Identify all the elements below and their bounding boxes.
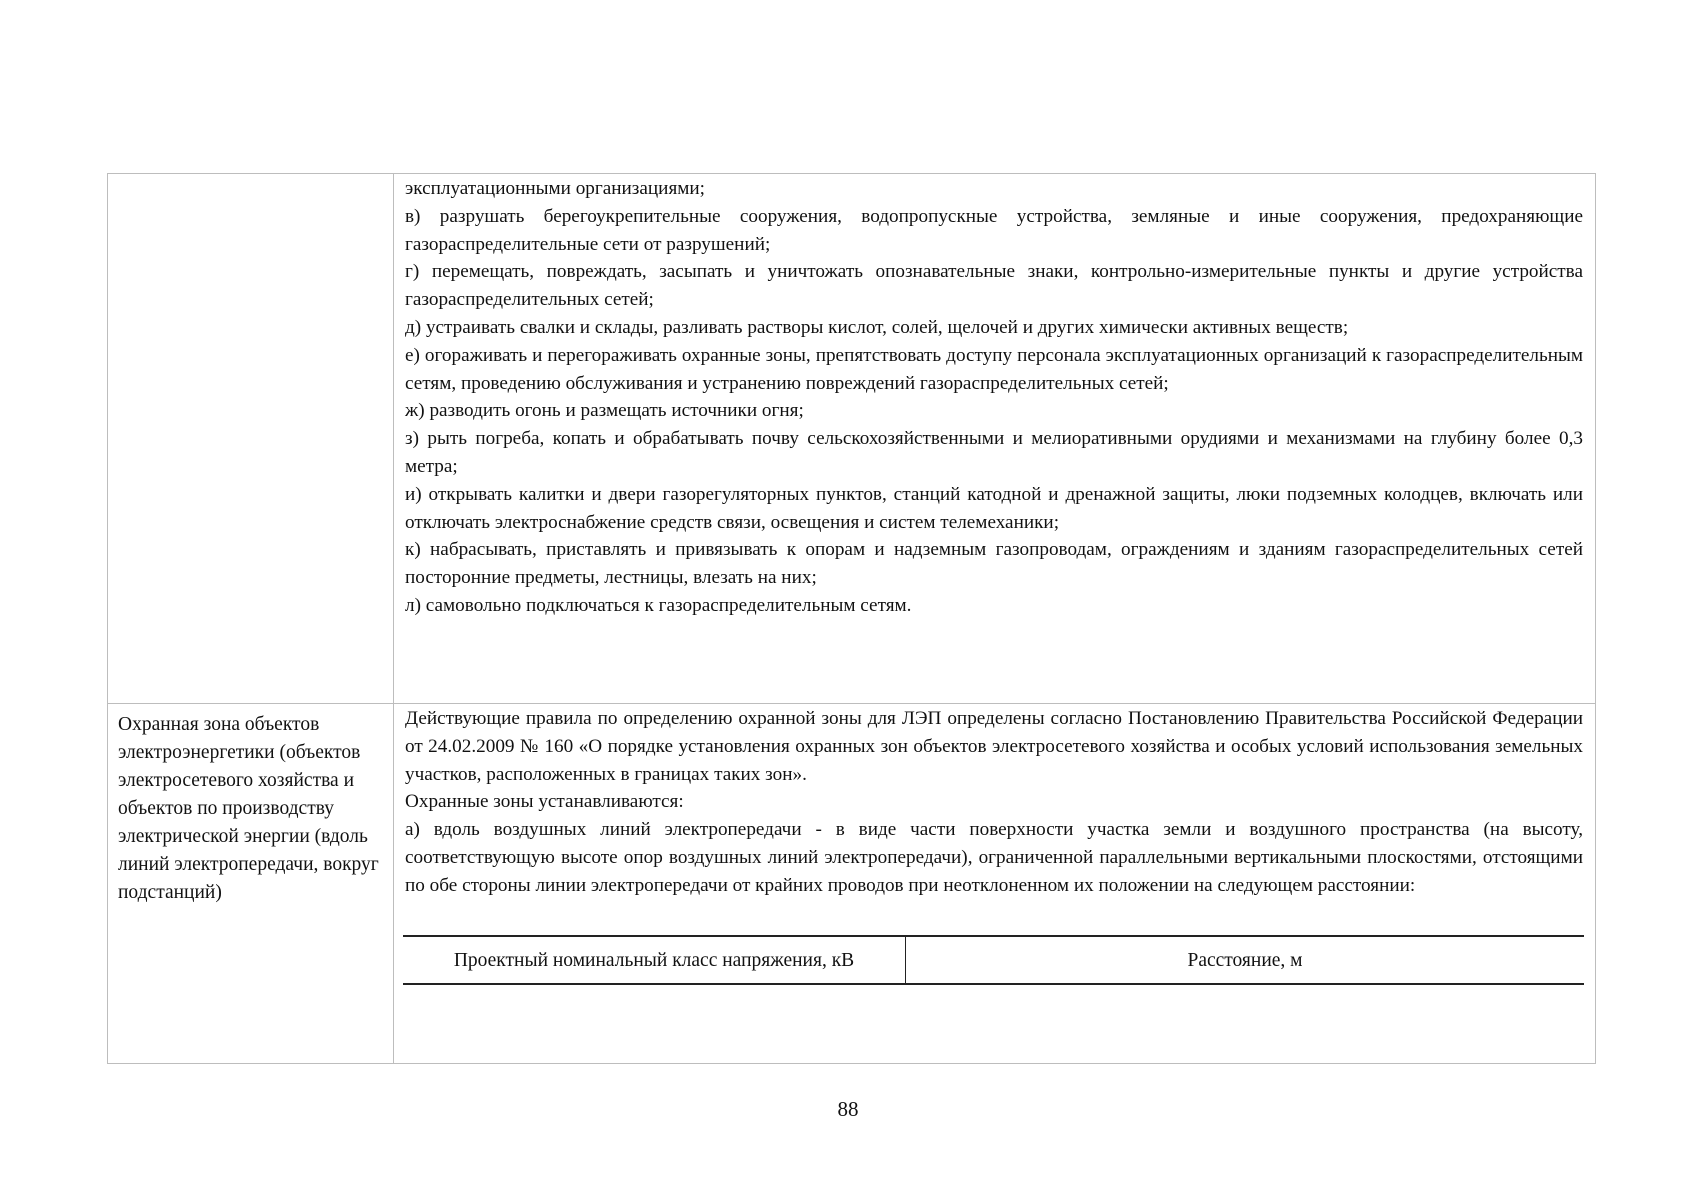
- paragraph: и) открывать калитки и двери газорегуляторных пунктов, станций катодной и дренажной защиты, люки подземных колодцев, включать или отключать электроснабжение средств связи, освещения и систем телемеханики;: [405, 483, 1583, 533]
- row1-left-cell: [108, 174, 394, 704]
- paragraph: л) самовольно подключаться к газораспределительным сетям.: [405, 594, 912, 616]
- paragraph: е) огораживать и перегораживать охранные зоны, препятствовать доступу персонала эксплуатационных организаций к газораспределительным сетям, проведению обслуживания и устранению повреждений газораспределительных сетей;: [405, 344, 1583, 394]
- distance-header: Расстояние, м: [906, 936, 1585, 984]
- distance-table-header-row: [403, 936, 1584, 984]
- paragraph: Действующие правила по определению охранной зоны для ЛЭП определены согласно Постановлению Правительства Российской Федерации от 24.02.2009 № 160 «О порядке установления охранных зон объектов электросетевого хозяйства и особых условий использования земельных участков, расположенных в границах таких зон».: [405, 708, 1583, 785]
- voltage-class-header: Проектный номинальный класс напряжения, кВ: [403, 936, 906, 984]
- distance-table: [403, 935, 1584, 985]
- paragraph: к) набрасывать, приставлять и привязывать к опорам и надземным газопроводам, ограждениям и зданиям газораспределительных сетей посторонние предметы, лестницы, влезать на них;: [405, 539, 1583, 589]
- paragraph: ж) разводить огонь и размещать источники огня;: [405, 400, 804, 422]
- row1-right-cell: [394, 174, 1596, 704]
- paragraph: Охранные зоны устанавливаются:: [405, 791, 684, 813]
- row1-body: [394, 174, 1595, 622]
- table-row: [108, 704, 1596, 1064]
- page-number: 88: [837, 1097, 859, 1121]
- row2-left-cell: [108, 704, 394, 1064]
- zone-title: Охранная зона объектов электроэнергетики (объектов электросетевого хозяйства и объектов по производству электрической энергии (вдоль линий электропередачи, вокруг подстанций): [118, 714, 379, 903]
- paragraph: г) перемещать, повреждать, засыпать и уничтожать опознавательные знаки, контрольно-измерительные пункты и другие устройства газораспределительных сетей;: [405, 261, 1583, 311]
- paragraph: в) разрушать берегоукрепительные сооружения, водопропускные устройства, земляные и иные сооружения, предохраняющие газораспределительные сети от разрушений;: [405, 205, 1583, 255]
- paragraph: з) рыть погреба, копать и обрабатывать почву сельскохозяйственными и мелиоративными орудиями и механизмами на глубину более 0,3 метра;: [405, 428, 1583, 477]
- paragraph: а) вдоль воздушных линий электропередачи - в виде части поверхности участка земли и воздушного пространства (на высоту, соответствующую высоте опор воздушных линий электропередачи), ограниченной параллельными вертикальными плоскостями, отстоящими по обе стороны линии электропередачи от крайних проводов при неотклоненном их положении на следующем расстоянии:: [405, 819, 1583, 896]
- paragraph: эксплуатационными организациями;: [405, 178, 706, 199]
- row2-right-cell: [394, 704, 1596, 1064]
- paragraph: д) устраивать свалки и склады, разливать растворы кислот, солей, щелочей и других химически активных веществ;: [405, 316, 1349, 338]
- main-table: [107, 173, 1596, 1064]
- row2-body: [394, 704, 1595, 902]
- table-row: [108, 174, 1596, 704]
